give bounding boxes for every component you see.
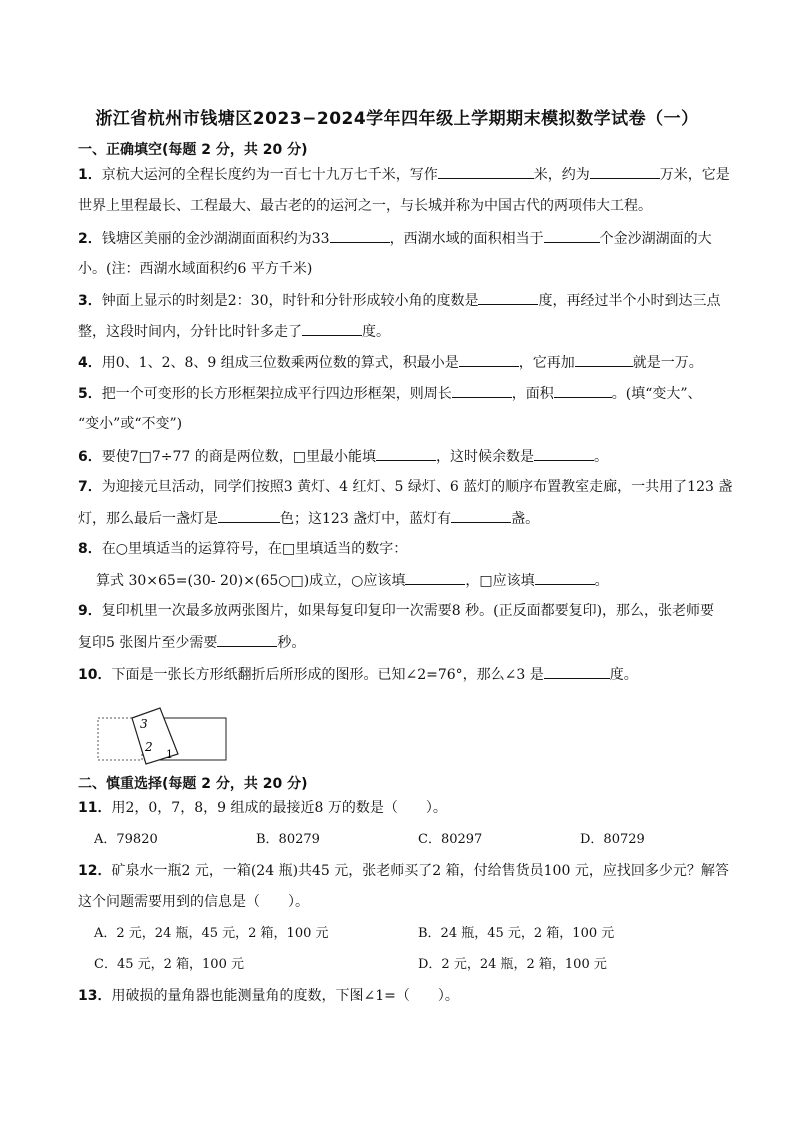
answer-blank[interactable] [376,446,436,461]
option-a[interactable]: A．2 元，24 瓶，45 元，2 箱，100 元 [94,926,329,941]
question-number: 1． [78,167,102,183]
angle-3-label: 3 [140,717,148,731]
question-number: 8． [78,541,102,557]
option-b[interactable]: B．24 瓶，45 元，2 箱，100 元 [418,926,615,941]
option-a[interactable]: A．79820 [94,832,158,847]
answer-blank[interactable] [544,664,610,679]
question-1-line-1: 1．京杭大运河的全程长度约为一百七十九万七千米，写作 米，约为 万米，它是 [78,164,730,185]
question-number: 13． [78,988,112,1004]
answer-blank[interactable] [544,228,600,243]
answer-blank[interactable] [554,383,612,398]
answer-blank[interactable] [218,508,280,523]
question-9-line-1: 9．复印机里一次最多放两张图片，如果每复印复印一次需要8 秒。(正反面都要复印)，那么，张老师要 [78,603,715,619]
option-d[interactable]: D．80729 [580,832,645,847]
angle-1-label: 1 [166,748,173,761]
answer-blank[interactable] [534,446,594,461]
question-number: 7． [78,479,102,495]
answer-blank[interactable] [590,164,660,179]
question-12-line-1: 12．矿泉水一瓶2 元，一箱(24 瓶)共45 元，张老师买了2 箱，付给售货员100 元，应找回多少元？解答 [78,863,729,879]
question-11: 11．用2，0，7，8，9 组成的最接近8 万的数是（ ）。 [78,800,447,816]
question-8-line-2: 算式 30×65=(30- 20)×(65○□)成立，○应该填 ，□应该填 。 [96,570,609,591]
page-title: 浙江省杭州市钱塘区2023−2024学年四年级上学期期末模拟数学试卷（一） [95,109,699,129]
folded-paper-figure [96,706,230,766]
option-b[interactable]: B．80279 [256,832,320,847]
question-8-line-1: 8．在○里填适当的运算符号，在□里填适当的数字： [78,541,408,557]
question-7-line-1: 7．为迎接元旦活动，同学们按照3 黄灯、4 红灯、5 绿灯、6 蓝灯的顺序布置教室走廊，一共用了123 盏 [78,479,733,495]
question-12-line-2: 这个问题需要用到的信息是（ ）。 [78,894,309,910]
question-5-line-1: 5．把一个可变形的长方形框架拉成平行四边形框架，则周长 ，面积 。(填“变大”、 [78,383,702,404]
question-3-line-1: 3．钟面上显示的时刻是2：30，时针和分针形成较小角的度数是 度，再经过半个小时到达三点 [78,290,720,311]
option-c[interactable]: C．80297 [418,832,483,847]
angle-2-label: 2 [145,740,153,754]
question-4: 4．用0、1、2、8、9 组成三位数乘两位数的算式，积最小是 ，它再加 就是一万。 [78,352,703,373]
question-number: 11． [78,800,112,816]
question-13: 13．用破损的量角器也能测量角的度数，下图∠1=（ ）。 [78,988,459,1004]
question-number: 12． [78,863,112,879]
question-7-line-2: 灯，那么最后一盏灯是 色；这123 盏灯中，蓝灯有 盏。 [78,508,539,529]
question-6: 6．要使7□7÷77 的商是两位数，□里最小能填 ，这时候余数是 。 [78,446,608,467]
question-number: 4． [78,355,102,371]
section-1-heading: 一、正确填空(每题 2 分，共 20 分) [78,142,308,158]
question-9-line-2: 复印5 张图片至少需要 秒。 [78,632,305,653]
question-2-line-2: 小。(注：西湖水域面积约6 平方千米) [78,261,313,277]
answer-blank[interactable] [478,290,538,305]
question-number: 9． [78,603,102,619]
answer-blank[interactable] [405,570,465,585]
answer-blank[interactable] [438,164,534,179]
question-number: 2． [78,231,102,247]
question-5-line-2: “变小”或“不变”) [78,416,183,432]
answer-blank[interactable] [459,352,519,367]
option-c[interactable]: C．45 元，2 箱，100 元 [94,957,244,972]
question-1-line-2: 世界上里程最长、工程最大、最古老的的运河之一，与长城并称为中国古代的两项伟大工程。 [78,198,652,214]
answer-blank[interactable] [452,383,512,398]
question-number: 10． [78,667,112,683]
question-3-line-2: 整，这段时间内，分针比时针多走了 度。 [78,321,390,342]
answer-blank[interactable] [575,352,633,367]
question-number: 6． [78,449,102,465]
question-2-line-1: 2．钱塘区美丽的金沙湖湖面面积约为33 ，西湖水域的面积相当于 个金沙湖湖面的大 [78,228,712,249]
question-number: 5． [78,386,102,402]
question-10: 10．下面是一张长方形纸翻折后所形成的图形。已知∠2=76°，那么∠3 是 度。 [78,664,638,685]
answer-blank[interactable] [217,632,277,647]
section-2-heading: 二、慎重选择(每题 2 分，共 20 分) [78,776,308,792]
answer-blank[interactable] [535,570,595,585]
answer-blank[interactable] [451,508,511,523]
question-number: 3． [78,293,102,309]
option-d[interactable]: D．2 元，24 瓶，2 箱，100 元 [418,957,607,972]
answer-blank[interactable] [302,321,362,336]
answer-blank[interactable] [330,228,390,243]
